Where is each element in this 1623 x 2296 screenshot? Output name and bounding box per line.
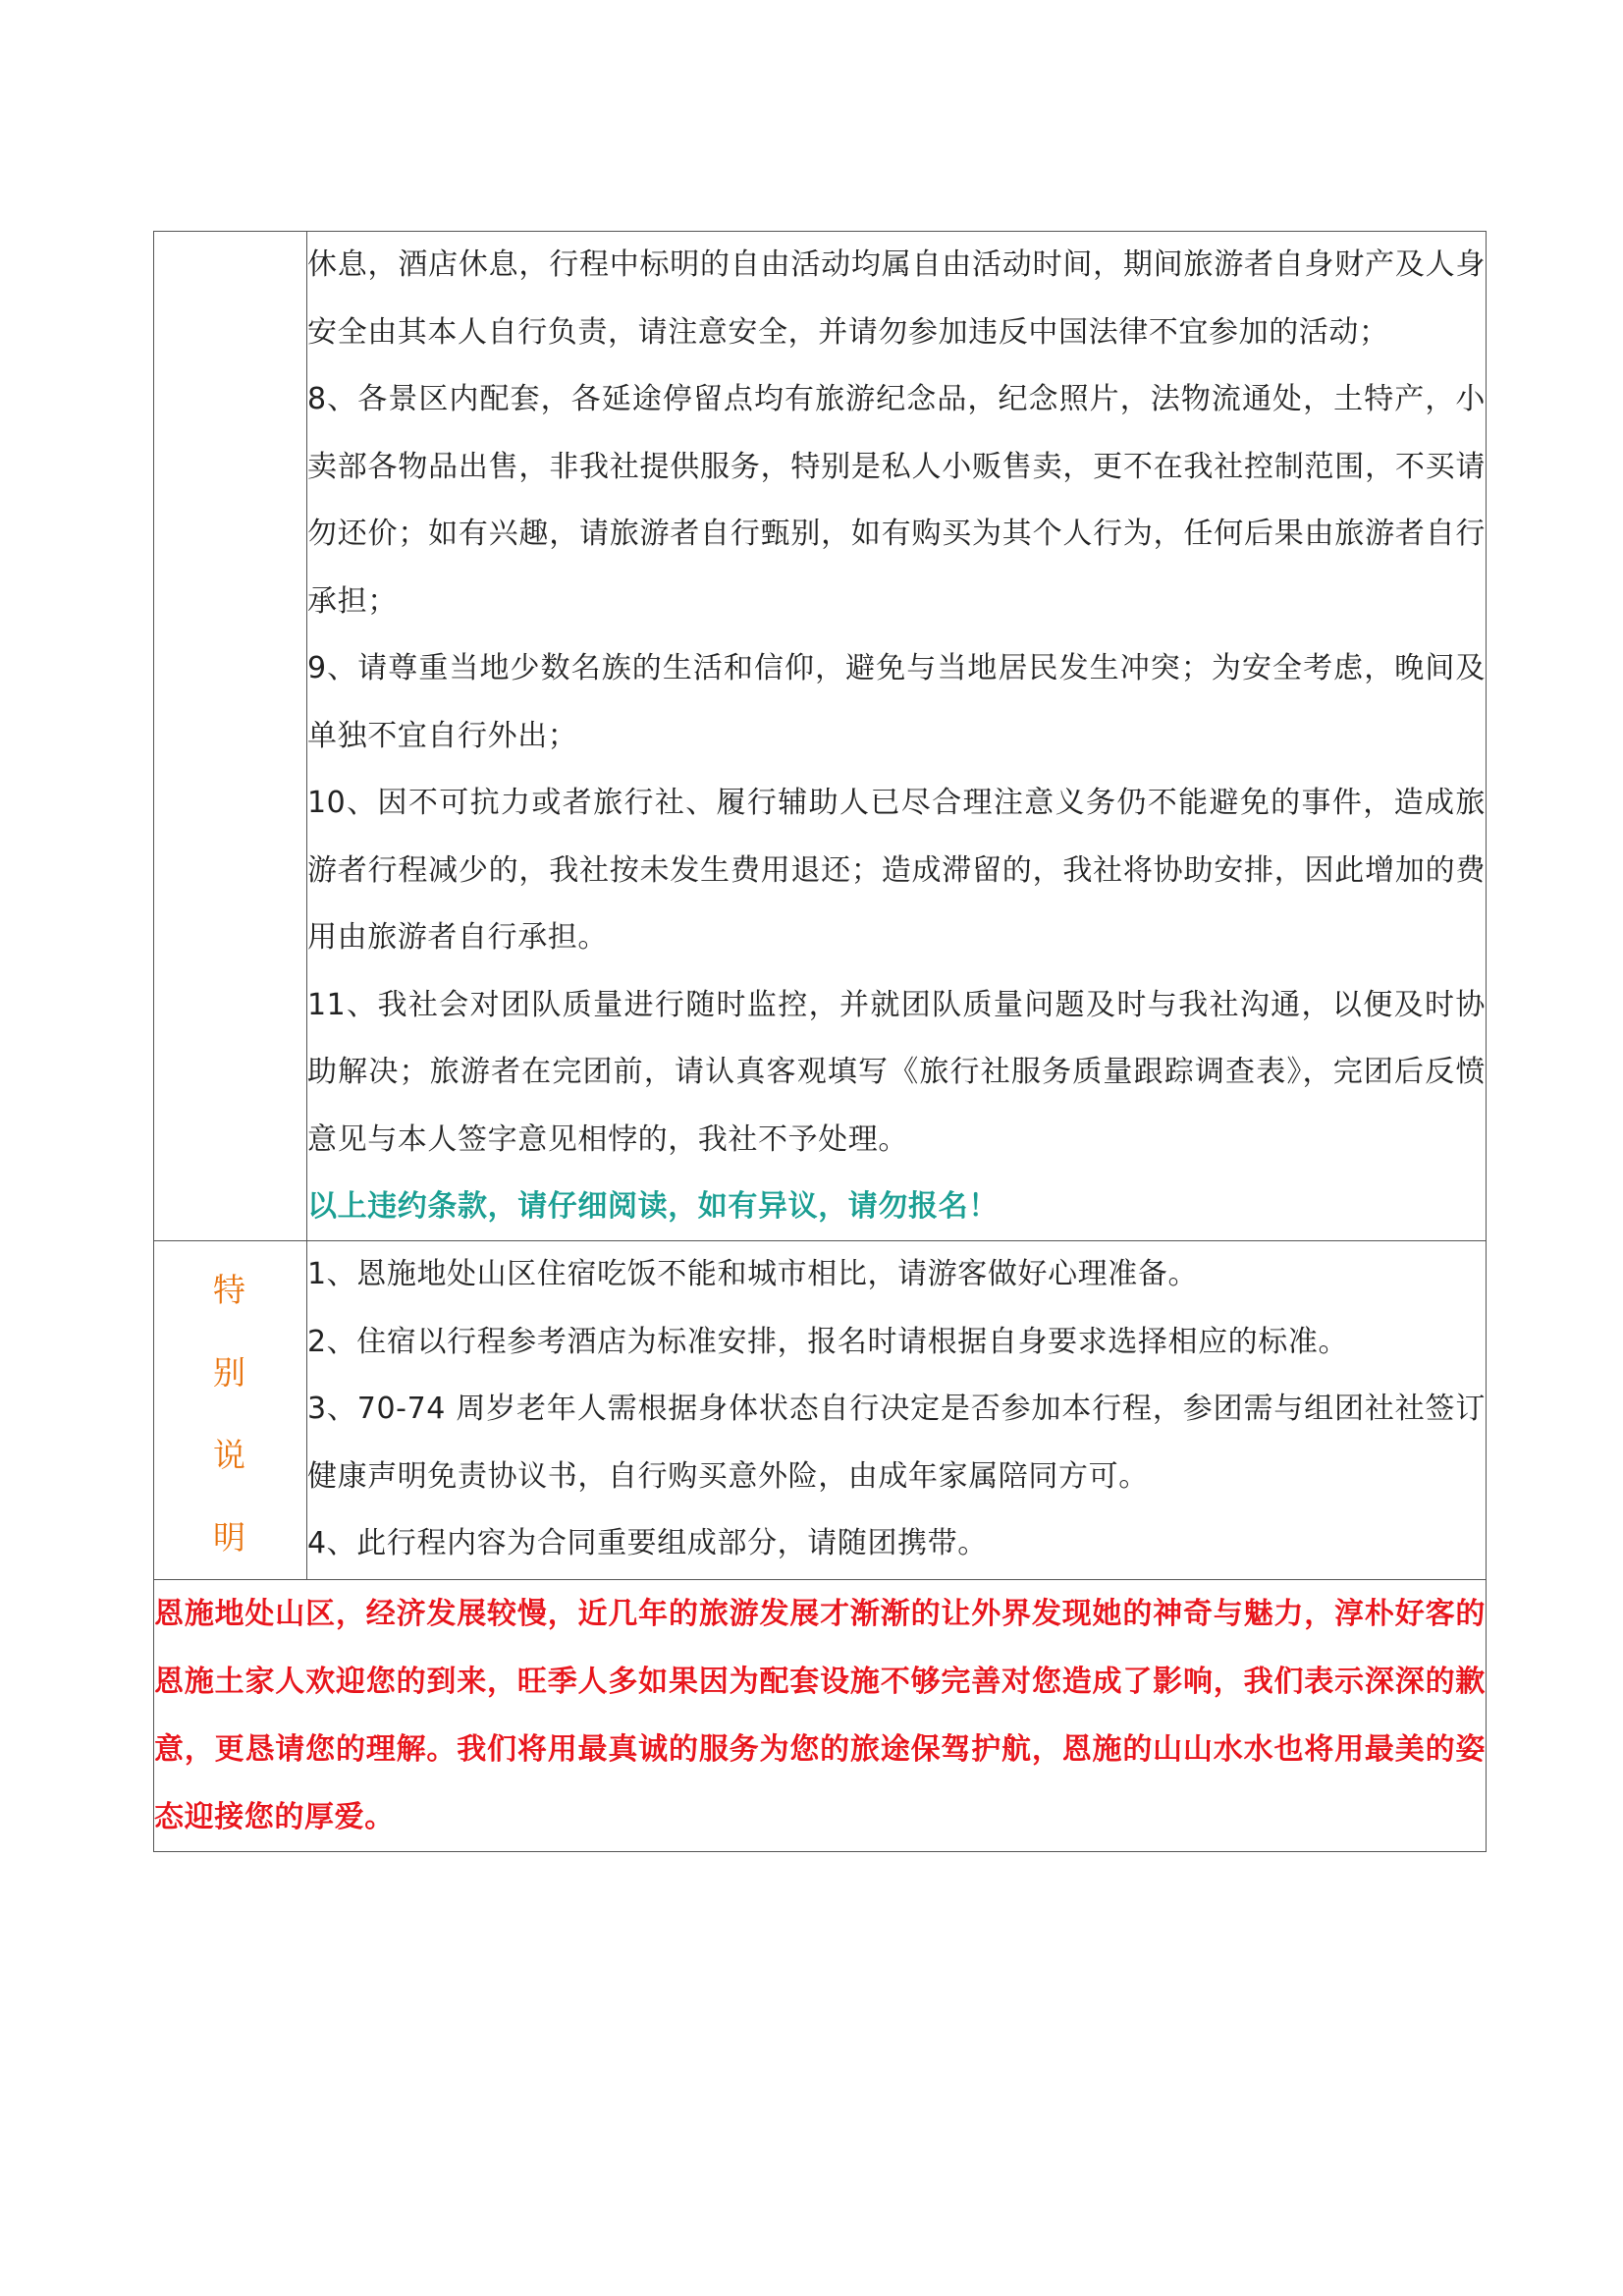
special-notes-label: 特别说明 — [213, 1271, 247, 1557]
terms-content-cell — [307, 232, 1487, 1241]
terms-paragraph: 休息，酒店休息，行程中标明的自由活动均属自由活动时间，期间旅游者自身财产及人身安全由其本人自行负责，请注意安全，并请勿参加违反中国法律不宜参加的活动； — [307, 247, 1486, 350]
special-note-item: 3、70-74 周岁老年人需根据身体状态自行决定是否参加本行程，参团需与组团社社签订健康声明免责协议书，自行购买意外险，由成年家属陪同方可。 — [307, 1392, 1486, 1494]
special-note-item: 2、住宿以行程参考酒店为标准安排，报名时请根据自身要求选择相应的标准。 — [307, 1324, 1349, 1359]
terms-row — [154, 232, 1487, 1241]
terms-paragraph: 11、我社会对团队质量进行随时监控，并就团队质量问题及时与我社沟通，以便及时协助解决；旅游者在完团前，请认真客观填写《旅行社服务质量跟踪调查表》，完团后反愤意见与本人签字意见相悖的，我社不予处理。 — [307, 987, 1486, 1157]
terms-highlight-note: 以上违约条款，请仔细阅读，如有异议，请勿报名！ — [307, 1189, 999, 1224]
special-note-item: 4、此行程内容为合同重要组成部分，请随团携带。 — [307, 1526, 988, 1560]
terms-paragraph: 10、因不可抗力或者旅行社、履行辅助人已尽合理注意义务仍不能避免的事件，造成旅游者行程减少的，我社按未发生费用退还；造成滞留的，我社将协助安排，因此增加的费用由旅游者自行承担。 — [307, 786, 1486, 955]
terms-paragraph: 9、请尊重当地少数名族的生活和信仰，避免与当地居民发生冲突；为安全考虑，晚间及单独不宜自行外出； — [307, 651, 1486, 753]
closing-cell — [154, 1580, 1487, 1852]
itinerary-notes-table — [153, 231, 1487, 1852]
closing-message: 恩施地处山区，经济发展较慢，近几年的旅游发展才渐渐的让外界发现她的神奇与魅力，淳朴好客的恩施土家人欢迎您的到来，旺季人多如果因为配套设施不够完善对您造成了影响，我们表示深深的歉意，更恳请您的理解。我们将用最真诚的服务为您的旅途保驾护航，恩施的山山水水也将用最美的姿态迎接您的厚爱。 — [154, 1597, 1486, 1834]
special-label-cell — [154, 1241, 307, 1580]
closing-row — [154, 1580, 1487, 1852]
special-notes-row — [154, 1241, 1487, 1580]
terms-paragraph: 8、各景区内配套，各延途停留点均有旅游纪念品，纪念照片，法物流通处，土特产，小卖部各物品出售，非我社提供服务，特别是私人小贩售卖，更不在我社控制范围，不买请勿还价；如有兴趣，请旅游者自行甄别，如有购买为其个人行为，任何后果由旅游者自行承担； — [307, 382, 1486, 619]
special-note-item: 1、恩施地处山区住宿吃饭不能和城市相比，请游客做好心理准备。 — [307, 1257, 1199, 1291]
terms-label-cell — [154, 232, 307, 1241]
special-content-cell — [307, 1241, 1487, 1580]
